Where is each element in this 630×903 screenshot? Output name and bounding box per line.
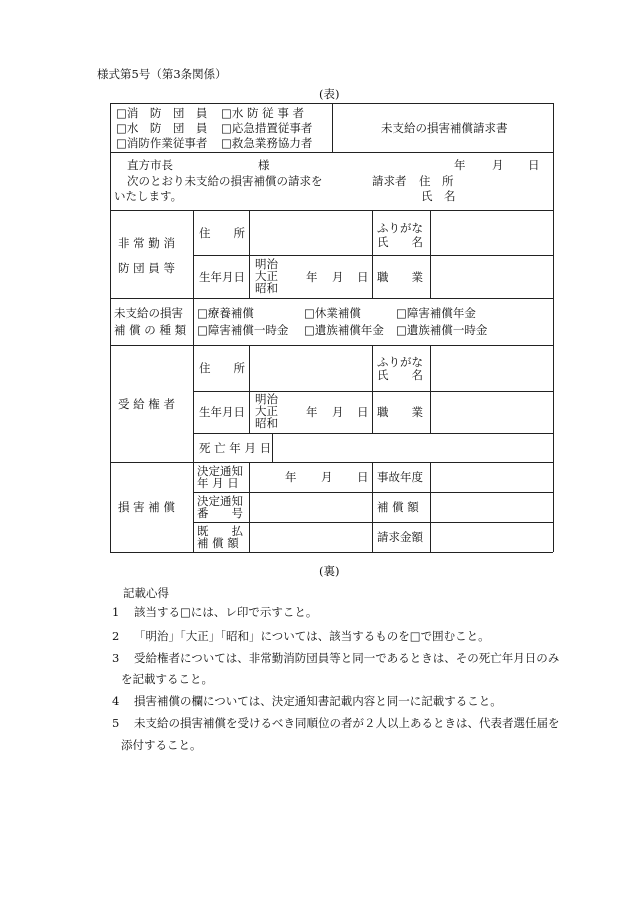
checkbox-survivor-lump[interactable]: □遺族補償一時金 xyxy=(396,323,488,337)
checkbox-leave-comp[interactable]: □休業補償 xyxy=(304,306,361,320)
member-furigana-label: ふりがな xyxy=(377,221,423,235)
member-job-label: 職 業 xyxy=(377,270,423,284)
date-month-label: 月 xyxy=(492,158,504,172)
member-section-label-2: 防 団 員 等 xyxy=(118,261,175,275)
damage-section-label: 損 害 補 償 xyxy=(118,500,175,514)
addressee-sama: 様 xyxy=(258,158,270,172)
checkbox-disability-lump[interactable]: □障害補償一時金 xyxy=(197,323,289,337)
request-text-line1: 次のとおり未支給の損害補償の請求を xyxy=(127,174,323,188)
recipient-birth-day: 日 xyxy=(357,405,369,419)
date-day-label: 日 xyxy=(528,158,540,172)
notes-heading: 記載心得 xyxy=(123,586,169,600)
member-section-label-1: 非 常 勤 消 xyxy=(118,236,175,250)
claimant-label: 請求者 xyxy=(372,174,407,188)
member-birth-year: 年 xyxy=(306,270,318,284)
checkbox-flood-corps-member[interactable]: □水 防 団 員 xyxy=(116,121,208,135)
claim-amount-label: 請求金額 xyxy=(377,530,423,544)
checkbox-emergency-worker[interactable]: □応急措置従事者 xyxy=(221,121,313,135)
accident-year-label: 事故年度 xyxy=(377,470,423,484)
claimant-name-label: 氏 名 xyxy=(421,189,456,203)
decision-day: 日 xyxy=(357,470,369,484)
decision-date-label: 決定通知 年 月 日 xyxy=(197,464,243,490)
decision-month: 月 xyxy=(321,470,333,484)
member-name-label: 氏 名 xyxy=(377,235,423,249)
comp-type-label-1: 未支給の損害 xyxy=(114,306,183,320)
paid-amount-label: 既 払 補 償 額 xyxy=(197,524,243,550)
checkbox-medical-comp[interactable]: □療養補償 xyxy=(197,306,254,320)
recipient-birth-year: 年 xyxy=(306,405,318,419)
checkbox-ambulance-cooperator[interactable]: □救急業務協力者 xyxy=(221,136,313,150)
recipient-job-label: 職 業 xyxy=(377,405,423,419)
back-label: (裏) xyxy=(319,564,340,578)
checkbox-survivor-pension[interactable]: □遺族補償年金 xyxy=(304,323,384,337)
date-year-label: 年 xyxy=(454,158,466,172)
comp-amount-label: 補 償 額 xyxy=(377,500,419,514)
recipient-address-label: 住 所 xyxy=(199,361,245,375)
recipient-name-label: 氏 名 xyxy=(377,368,423,382)
decision-year: 年 xyxy=(285,470,297,484)
recipient-era-options[interactable]: 明治 大正 昭和 xyxy=(255,392,278,430)
request-text-line2: いたします。 xyxy=(114,189,183,203)
checkbox-firefighting-worker[interactable]: □消防作業従事者 xyxy=(116,136,208,150)
claimant-address-label: 住 所 xyxy=(419,174,454,188)
form-title: 未支給の損害補償請求書 xyxy=(381,121,508,135)
comp-type-label-2: 補 償 の 種 類 xyxy=(114,323,187,337)
death-date-label: 死 亡 年 月 日 xyxy=(199,441,272,455)
member-era-options[interactable]: 明治 大正 昭和 xyxy=(255,257,278,295)
recipient-section-label: 受 給 権 者 xyxy=(118,397,175,411)
recipient-birth-month: 月 xyxy=(332,405,344,419)
decision-number-label: 決定通知 番 号 xyxy=(197,494,243,520)
checkbox-flood-worker[interactable]: □水 防 従 事 者 xyxy=(221,106,304,120)
form-number: 様式第5号（第3条関係） xyxy=(97,67,227,81)
member-birth-month: 月 xyxy=(332,270,344,284)
recipient-furigana-label: ふりがな xyxy=(377,355,423,369)
front-label: (表) xyxy=(319,87,340,101)
member-birth-day: 日 xyxy=(357,270,369,284)
member-birth-label: 生年月日 xyxy=(199,270,245,284)
checkbox-fire-corps-member[interactable]: □消 防 団 員 xyxy=(116,106,208,120)
checkbox-disability-pension[interactable]: □障害補償年金 xyxy=(396,306,476,320)
addressee-mayor: 直方市長 xyxy=(127,158,173,172)
recipient-birth-label: 生年月日 xyxy=(199,405,245,419)
member-address-label: 住 所 xyxy=(199,226,245,240)
